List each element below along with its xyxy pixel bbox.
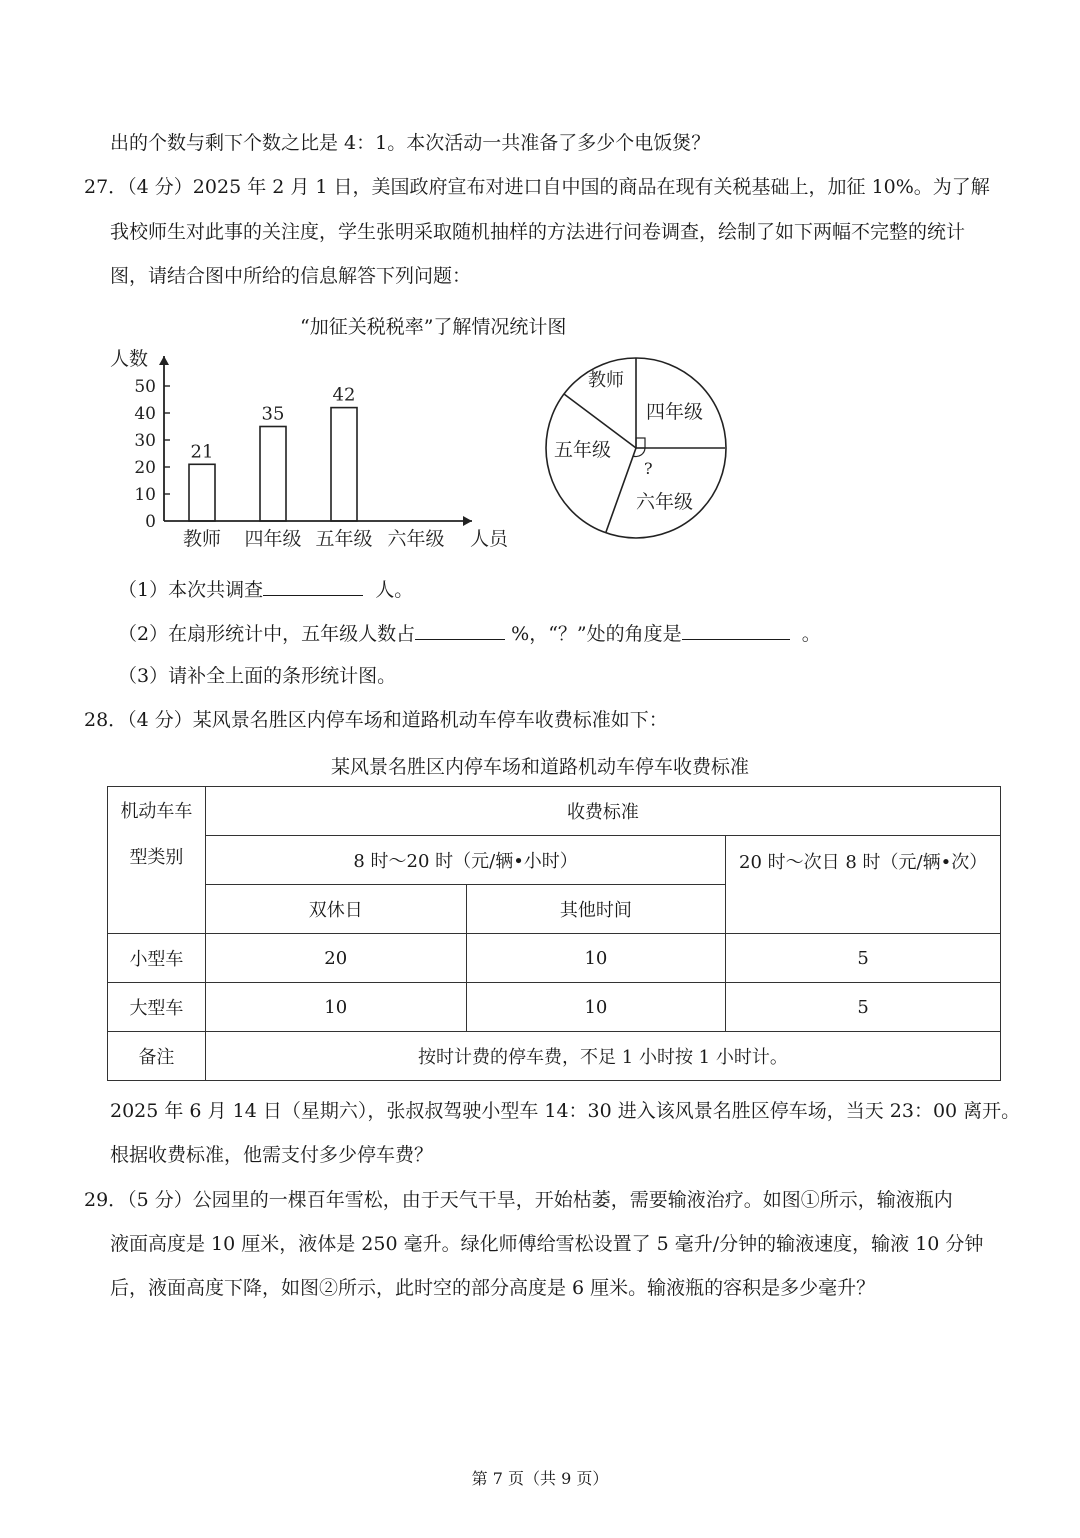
y-tick-label: 20: [134, 458, 156, 478]
q28-after-line-1: 2025 年 6 月 14 日（星期六），张叔叔驾驶小型车 14：30 进入该风景名胜区停车场，当天 23：00 离开。: [110, 1100, 1021, 1122]
row-small-night: 5: [726, 934, 1001, 983]
bar: [331, 408, 357, 521]
q27-sub1-blank[interactable]: [263, 575, 363, 596]
q29-line-1: 29．（5 分）公园里的一棵百年雪松，由于天气干旱，开始枯萎，需要输液治疗。如图①所示，输液瓶内: [84, 1189, 953, 1211]
header-vehicle-type-line2: 型类别: [129, 847, 184, 868]
header-other-time: 其他时间: [466, 885, 726, 934]
header-day-rate: 8 时～20 时（元/辆•小时）: [205, 836, 725, 885]
header-fee-standard: 收费标准: [205, 787, 1000, 836]
header-night-rate-text: 20 时～次日 8 时（元/辆•次）: [739, 852, 988, 873]
q27-sub1-text: （1）本次共调查: [118, 579, 264, 601]
row-large-night: 5: [726, 983, 1001, 1032]
q27-sub2-mid: %，“？”处的角度是: [511, 623, 682, 645]
header-vehicle-type: [108, 787, 206, 934]
y-tick-label: 30: [134, 431, 156, 451]
header-night-rate: [726, 836, 1001, 934]
q27-sub2-blank-percent[interactable]: [415, 619, 505, 640]
table-row: [108, 1032, 1001, 1081]
q27-sub2: [118, 619, 821, 647]
bar-value-label: 35: [261, 403, 285, 425]
row-remark-text: 按时计费的停车费，不足 1 小时按 1 小时计。: [205, 1032, 1000, 1081]
table-row: [108, 983, 1001, 1032]
pie-chart: [540, 352, 735, 547]
page-footer: 第 7 页（共 9 页）: [471, 1469, 609, 1488]
q27-sub2-text: （2）在扇形统计中，五年级人数占: [118, 623, 416, 645]
q27-line-1: 27．（4 分）2025 年 2 月 1 日，美国政府宣布对进口自中国的商品在现有关税基础上，加征 10%。为了解: [84, 176, 990, 198]
q27-line-3: 图，请结合图中所给的信息解答下列问题：: [110, 265, 472, 287]
row-small-type: 小型车: [108, 934, 206, 983]
pie-label-grade4: 四年级: [646, 401, 704, 423]
q27-sub2-blank-angle[interactable]: [682, 619, 790, 640]
q27-line-2: 我校师生对此事的关注度，学生张明采取随机抽样的方法进行问卷调查，绘制了如下两幅不完整的统计: [110, 221, 966, 243]
table-title: 某风景名胜区内停车场和道路机动车停车收费标准: [330, 756, 749, 778]
row-large-other: 10: [466, 983, 726, 1032]
y-tick-label: 10: [134, 485, 156, 505]
row-small-other: 10: [466, 934, 726, 983]
x-tick-label: 教师: [182, 528, 222, 550]
bar: [260, 427, 286, 522]
q29-line-3: 后，液面高度下降，如图②所示，此时空的部分高度是 6 厘米。输液瓶的容积是多少毫升？: [110, 1277, 876, 1299]
y-axis-arrow: [159, 356, 169, 365]
q28-after-line-2: 根据收费标准，他需支付多少停车费？: [110, 1144, 434, 1166]
pie-label-teacher: 教师: [588, 370, 624, 391]
q27-sub3: （3）请补全上面的条形统计图。: [118, 665, 397, 687]
bar-value-label: 42: [332, 384, 356, 406]
x-tick-label: 六年级: [387, 528, 445, 550]
q28-line: 28．（4 分）某风景名胜区内停车场和道路机动车停车收费标准如下：: [84, 709, 668, 731]
chart-title: “加征关税税率”了解情况统计图: [300, 316, 567, 338]
y-tick-label: 0: [145, 512, 156, 532]
q27-sub1-unit: 人。: [375, 579, 414, 601]
q27-sub1: [118, 575, 413, 603]
header-weekend: 双休日: [205, 885, 466, 934]
bar-value-label: 21: [190, 441, 214, 463]
bar: [189, 464, 215, 521]
table-row: [108, 934, 1001, 983]
y-tick-label: 40: [134, 404, 156, 424]
row-large-weekend: 10: [205, 983, 466, 1032]
pie-unknown-mark: ?: [644, 459, 653, 478]
header-vehicle-type-line1: 机动车车: [120, 801, 193, 822]
pie-label-grade6: 六年级: [636, 491, 694, 513]
intro-line: 出的个数与剩下个数之比是 4：1。本次活动一共准备了多少个电饭煲？: [110, 132, 711, 154]
fee-table: [107, 786, 1001, 1081]
bar-chart: [110, 340, 530, 555]
x-tick-label: 四年级: [244, 528, 302, 550]
x-tick-label: 五年级: [315, 528, 373, 550]
y-axis-label: 人数: [110, 348, 149, 370]
pie-label-grade5: 五年级: [554, 439, 612, 461]
right-angle-mark: [636, 438, 645, 448]
row-small-weekend: 20: [205, 934, 466, 983]
y-tick-label: 50: [134, 377, 156, 397]
q29-line-2: 液面高度是 10 厘米，液体是 250 毫升。绿化师傅给雪松设置了 5 毫升/分钟的输液速度，输液 10 分钟: [110, 1233, 984, 1255]
q27-sub2-end: 。: [801, 623, 821, 645]
x-axis-label: 人员: [470, 528, 509, 550]
row-remark-label: 备注: [108, 1032, 206, 1081]
x-axis-arrow: [463, 516, 472, 526]
row-large-type: 大型车: [108, 983, 206, 1032]
